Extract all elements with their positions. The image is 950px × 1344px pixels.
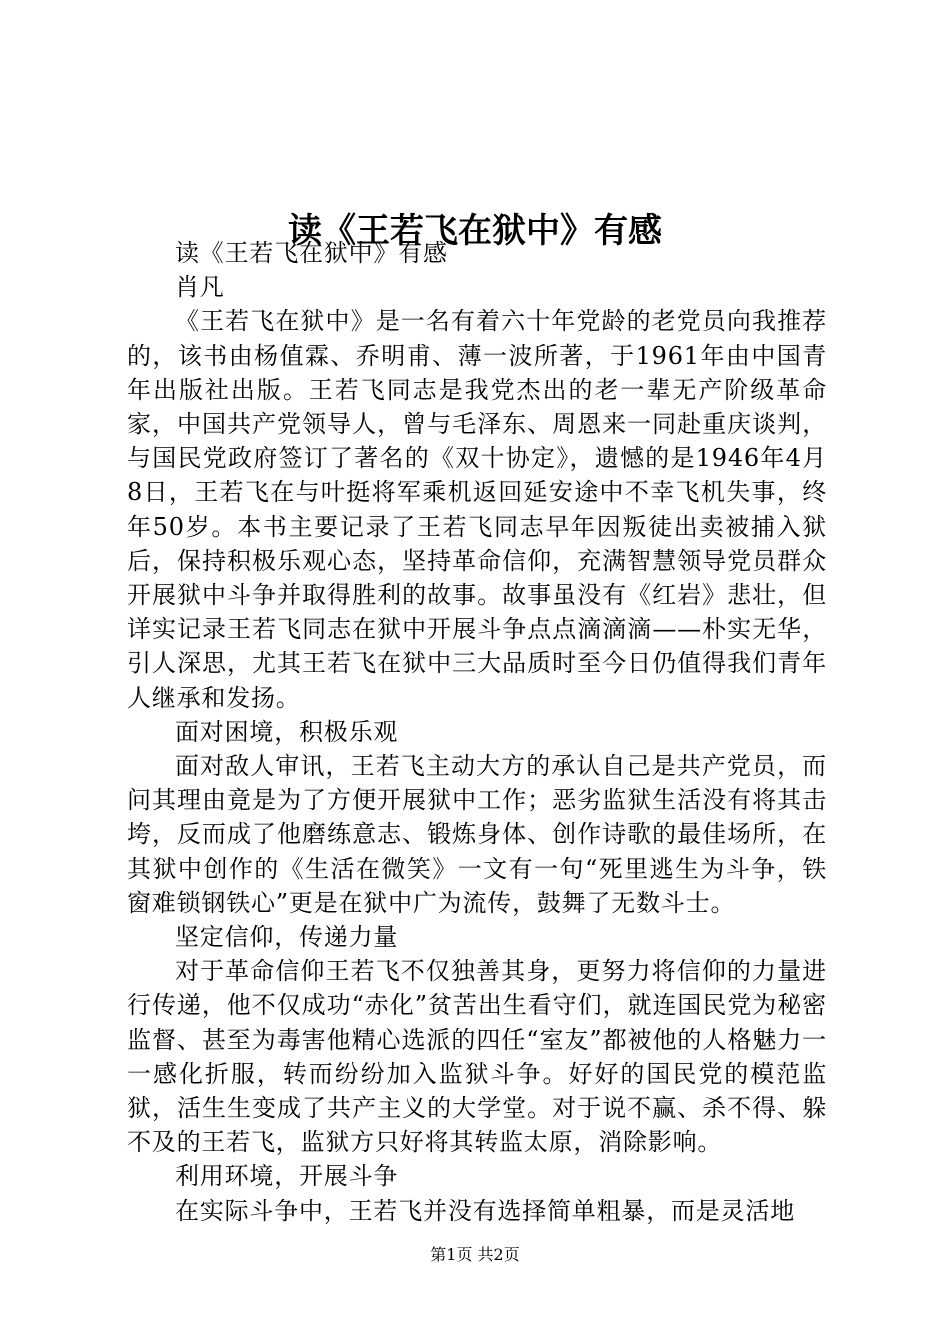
section-heading-struggle: 利用环境，开展斗争 [175, 1162, 399, 1191]
paragraph-optimism: 面对敌人审讯，王若飞主动大方的承认自己是共产党员，而问其理由竟是为了方便开展狱中工作；恶劣监狱生活没有将其击垮，反而成了他磨练意志、锻炼身体、创作诗歌的最佳场所，在其狱中创作的《生活在微笑》一文有一句“死里逃生为斗争，铁窗难锁钢铁心”更是在狱中广为流传，鼓舞了无数斗士。 [127, 752, 827, 917]
document-body [127, 236, 827, 1228]
paragraph-intro: 《王若飞在狱中》是一名有着六十年党龄的老党员向我推荐的，该书由杨值霖、乔明甫、薄一波所著，于1961年由中国青年出版社出版。王若飞同志是我党杰出的老一辈无产阶级革命家，中国共产党领导人，曾与毛泽东、周恩来一同赴重庆谈判，与国民党政府签订了著名的《双十协定》，遗憾的是1946年4月8日，王若飞在与叶挺将军乘机返回延安途中不幸飞机失事，终年50岁。本书主要记录了王若飞同志早年因叛徒出卖被捕入狱后，保持积极乐观心态，坚持革命信仰，充满智慧领导党员群众开展狱中斗争并取得胜利的故事。故事虽没有《红岩》悲壮，但详实记录王若飞同志在狱中开展斗争点点滴滴滴——朴实无华，引人深思，尤其王若飞在狱中三大品质时至今日仍值得我们青年人继承和发扬。 [127, 307, 827, 712]
section-heading-optimism: 面对困境，积极乐观 [175, 717, 399, 746]
paragraph-author: 肖凡 [175, 273, 225, 302]
document-title: 读《王若飞在狱中》有感 [288, 210, 662, 251]
page-number-footer: 第1页 共2页 [430, 1245, 520, 1264]
section-heading-belief: 坚定信仰，传递力量 [175, 923, 399, 952]
paragraph-belief: 对于革命信仰王若飞不仅独善其身，更努力将信仰的力量进行传递，他不仅成功“赤化”贫苦出生看守们，就连国民党为秘密监督、甚至为毒害他精心选派的四任“室友”都被他的人格魅力一一感化折服，转而纷纷加入监狱斗争。好好的国民党的模范监狱，活生生变成了共产主义的大学堂。对于说不赢、杀不得、躲不及的王若飞，监狱方只好将其转监太原，消除影响。 [127, 957, 827, 1157]
paragraph-struggle: 在实际斗争中，王若飞并没有选择简单粗暴，而是灵活地 [175, 1196, 795, 1225]
paragraph-subtitle: 读《王若飞在狱中》有感 [175, 239, 448, 267]
